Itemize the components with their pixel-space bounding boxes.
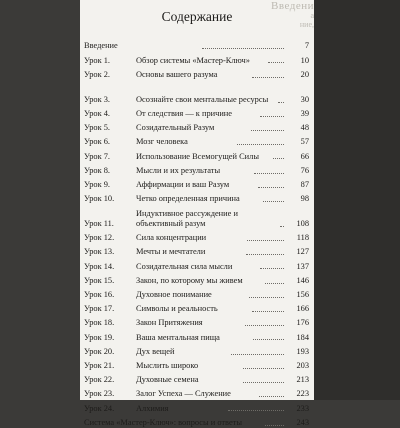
toc-page-number: 76 xyxy=(300,165,310,175)
toc-entry xyxy=(84,161,309,175)
toc-entry xyxy=(84,342,309,356)
toc-lesson-number: Урок 21. xyxy=(84,360,115,370)
toc-entry xyxy=(84,314,309,328)
page-edge-shadow xyxy=(314,0,400,400)
toc-page-number: 223 xyxy=(296,389,310,399)
book-page xyxy=(80,0,314,427)
toc-lesson-number: Урок 8. xyxy=(84,165,111,175)
toc-page-number: 146 xyxy=(296,275,310,285)
toc-entry xyxy=(84,271,309,285)
dot-leader xyxy=(268,62,284,63)
toc-entry xyxy=(84,243,309,257)
toc-lesson-number: Урок 6. xyxy=(84,137,111,147)
toc-entry xyxy=(84,176,309,190)
toc-entry-title: Мечты и мечтатели xyxy=(136,247,206,257)
bleed-line: ние, xyxy=(299,20,314,29)
table-of-contents xyxy=(84,37,309,428)
dot-leader xyxy=(249,297,284,298)
toc-entry xyxy=(84,328,309,342)
dot-leader xyxy=(259,396,284,397)
toc-entry xyxy=(84,190,309,204)
toc-entry-title: Мысли и их результаты xyxy=(136,165,221,175)
toc-lesson-number: Урок 20. xyxy=(84,346,115,356)
toc-page-number: 20 xyxy=(300,69,310,79)
toc-lesson-number: Урок 12. xyxy=(84,233,115,243)
toc-page-number: 243 xyxy=(296,417,310,427)
toc-lesson-number: Урок 22. xyxy=(84,375,115,385)
toc-entry-title: Использование Всемогущей Силы xyxy=(136,151,259,161)
toc-entry xyxy=(84,65,309,79)
toc-entry xyxy=(84,119,309,133)
toc-entry xyxy=(84,413,309,427)
dot-leader xyxy=(247,240,284,241)
toc-page-number: 108 xyxy=(296,219,309,229)
dot-leader xyxy=(252,77,284,78)
dot-leader xyxy=(237,144,284,145)
toc-page-number: 176 xyxy=(296,318,309,328)
toc-page-number: 213 xyxy=(296,375,309,385)
toc-entry-title: Залог Успеха — Служение xyxy=(136,389,231,399)
toc-entry-title: Алхимия xyxy=(136,403,169,413)
toc-entry xyxy=(84,257,309,271)
toc-entry-title: Дух вещей xyxy=(136,346,175,356)
toc-page-number: 66 xyxy=(300,151,309,161)
dot-leader xyxy=(251,130,284,131)
toc-lesson-number: Урок 7. xyxy=(84,151,111,161)
toc-page-number: 127 xyxy=(296,247,309,257)
toc-entry-title: Основы вашего разума xyxy=(136,69,218,79)
dot-leader xyxy=(243,382,284,383)
toc-entry xyxy=(84,37,309,51)
toc-lesson-number: Урок 17. xyxy=(84,304,115,314)
dot-leader xyxy=(228,410,284,411)
toc-page-number: 87 xyxy=(300,179,310,189)
toc-entry xyxy=(84,399,309,413)
toc-entry-title: Введение xyxy=(84,41,118,51)
toc-entry-title: Созидательный Разум xyxy=(136,123,215,133)
toc-lesson-number: Урок 23. xyxy=(84,389,115,399)
toc-page-number: 48 xyxy=(300,123,309,133)
toc-entry-title: Аффирмации и ваш Разум xyxy=(136,179,230,189)
toc-entry-title: Индуктивное рассуждение и объективный разум xyxy=(136,209,238,229)
toc-page-number: 10 xyxy=(300,55,310,65)
toc-page-number: 137 xyxy=(296,261,309,271)
toc-lesson-number: Урок 3. xyxy=(84,94,111,104)
dot-leader xyxy=(278,102,284,103)
dot-leader xyxy=(231,354,284,355)
dot-leader xyxy=(252,311,284,312)
toc-page-number: 166 xyxy=(296,304,310,314)
toc-entry-title: Мыслить широко xyxy=(136,360,199,370)
toc-entry-title: Закон, по которому мы живем xyxy=(136,275,243,285)
toc-page-number: 118 xyxy=(296,233,310,243)
toc-entry-title: Духовные семена xyxy=(136,375,199,385)
toc-lesson-number: Урок 19. xyxy=(84,332,115,342)
toc-entry xyxy=(84,80,309,105)
toc-entry-title: Сила концентрации xyxy=(136,233,207,243)
toc-entry-title: Мозг человека xyxy=(136,137,188,147)
toc-entry-title: Обзор системы «Мастер-Ключ» xyxy=(136,55,250,65)
toc-page-number: 30 xyxy=(300,94,310,104)
toc-lesson-number: Урок 1. xyxy=(84,55,111,65)
toc-entry-title: От следствия — к причине xyxy=(136,108,233,118)
toc-page-number: 233 xyxy=(296,403,309,413)
dot-leader xyxy=(246,254,284,255)
toc-entry xyxy=(84,357,309,371)
toc-entry-title: Осознайте свои ментальные ресурсы xyxy=(136,94,269,104)
toc-entry-title: Система «Мастер-Ключ»: вопросы и ответы xyxy=(84,417,242,427)
dot-leader xyxy=(263,201,284,202)
toc-lesson-number: Урок 24. xyxy=(84,403,115,413)
toc-entry-title: Духовное понимание xyxy=(136,290,212,300)
toc-page-number: 156 xyxy=(296,290,309,300)
dot-leader xyxy=(254,173,284,174)
toc-entry xyxy=(84,286,309,300)
toc-entry xyxy=(84,147,309,161)
toc-lesson-number: Урок 2. xyxy=(84,69,111,79)
bleed-line: Введени xyxy=(271,0,314,12)
toc-entry xyxy=(84,300,309,314)
toc-entry xyxy=(84,385,309,399)
dot-leader xyxy=(265,283,284,284)
toc-page-number: 7 xyxy=(304,41,310,51)
dot-leader xyxy=(258,187,284,188)
toc-entry-title: Созидательная сила мысли xyxy=(136,261,233,271)
toc-lesson-number: Урок 11. xyxy=(84,219,114,229)
toc-entry-title: Символы и реальность xyxy=(136,304,218,314)
page-title: Содержание xyxy=(161,9,233,24)
bleed-line: а xyxy=(310,11,314,20)
dot-leader xyxy=(260,268,284,269)
toc-lesson-number: Урок 15. xyxy=(84,275,115,285)
toc-lesson-number: Урок 4. xyxy=(84,108,111,118)
dot-leader xyxy=(260,116,285,117)
toc-page-number: 39 xyxy=(300,108,310,118)
dot-leader xyxy=(202,48,284,49)
toc-entry-title: Закон Притяжения xyxy=(136,318,203,328)
toc-entry xyxy=(84,51,309,65)
dot-leader xyxy=(265,425,285,426)
toc-page-number: 193 xyxy=(296,346,310,356)
toc-entry-title: Ваша ментальная пища xyxy=(136,332,220,342)
dot-leader xyxy=(273,158,284,159)
toc-entry xyxy=(84,204,309,229)
toc-lesson-number: Урок 10. xyxy=(84,194,115,204)
dot-leader xyxy=(245,325,284,326)
toc-lesson-number: Урок 13. xyxy=(84,247,115,257)
dot-leader xyxy=(243,368,284,369)
toc-entry xyxy=(84,105,309,119)
toc-lesson-number: Урок 16. xyxy=(84,290,115,300)
toc-lesson-number: Урок 5. xyxy=(84,123,111,133)
toc-page-number: 98 xyxy=(300,194,310,204)
toc-page-number: 184 xyxy=(296,332,310,342)
toc-entry xyxy=(84,371,309,385)
toc-page-number: 203 xyxy=(296,360,310,370)
dot-leader xyxy=(253,339,284,340)
toc-entry-title: Четко определенная причина xyxy=(136,194,240,204)
toc-lesson-number: Урок 18. xyxy=(84,318,115,328)
toc-lesson-number: Урок 9. xyxy=(84,179,111,189)
toc-entry xyxy=(84,229,309,243)
toc-page-number: 57 xyxy=(300,137,309,147)
toc-entry xyxy=(84,133,309,147)
toc-lesson-number: Урок 14. xyxy=(84,261,115,271)
dot-leader xyxy=(280,226,284,227)
